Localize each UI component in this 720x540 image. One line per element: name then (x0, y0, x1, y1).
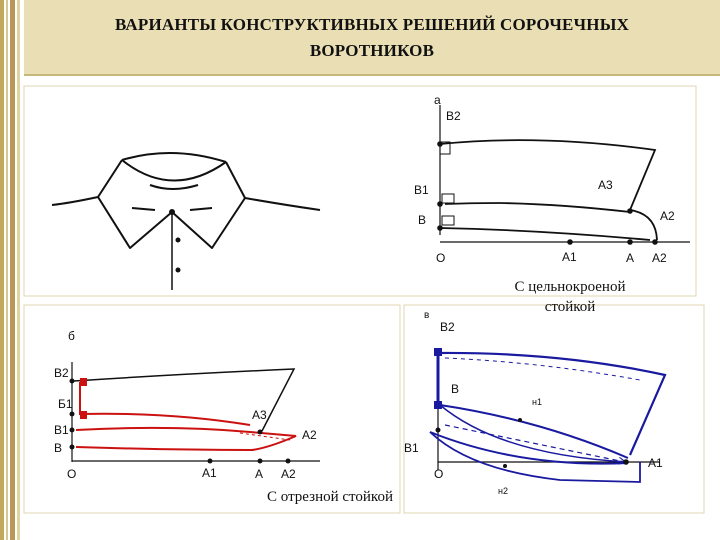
point-b1 (436, 428, 441, 433)
point-b2 (70, 379, 75, 384)
label-b2: В2 (440, 320, 455, 334)
label-b2: В2 (446, 109, 461, 123)
point-n2 (503, 464, 507, 468)
label-b1: В1 (404, 441, 419, 455)
point-a (258, 459, 263, 464)
label-a1: А1 (202, 466, 217, 480)
label-a3: А3 (252, 408, 267, 422)
point-a (627, 239, 633, 245)
label-o: О (434, 467, 444, 481)
title-line-1: ВАРИАНТЫ КОНСТРУКТИВНЫХ РЕШЕНИЙ СОРОЧЕЧНЫХ (114, 15, 630, 34)
point-b1 (70, 428, 75, 433)
point-a1 (623, 459, 629, 465)
label-b: В (451, 382, 460, 396)
label-b1: В1 (54, 423, 69, 437)
point-n1 (518, 418, 522, 422)
title-line-2: ВОРОТНИКОВ (309, 41, 435, 60)
point-a3 (627, 208, 633, 214)
point-a3 (258, 430, 263, 435)
b-square-b1 (80, 411, 87, 419)
label-b: В (418, 213, 427, 227)
point-a2 (286, 459, 291, 464)
label-a: А (626, 251, 635, 265)
button-dot (176, 238, 181, 243)
top-image-frame (24, 86, 696, 296)
label-b1-upper: Б1 (58, 397, 73, 411)
caption-bottom: С отрезной стойкой (267, 489, 393, 505)
label-a3: А3 (598, 178, 613, 192)
c-square-b2 (434, 348, 442, 356)
label-panel-b: б (68, 329, 75, 343)
point-a1 (567, 239, 573, 245)
point-a2 (652, 239, 658, 245)
button-dot (169, 209, 175, 215)
label-panel-a: а (434, 93, 441, 107)
label-a1: А1 (562, 250, 577, 264)
label-a2-bottom: А2 (281, 467, 296, 481)
c-square-b (434, 401, 442, 409)
label-a2-bottom: А2 (652, 251, 667, 265)
label-a1: А1 (648, 456, 663, 470)
label-a2-side: А2 (660, 209, 675, 223)
label-b2: В2 (54, 366, 69, 380)
label-o: О (436, 251, 446, 265)
point-b1-upper (70, 412, 75, 417)
label-b: В (54, 441, 63, 455)
point-b (437, 225, 443, 231)
point-b (70, 445, 75, 450)
label-b1: В1 (414, 183, 429, 197)
point-b2 (437, 141, 443, 147)
point-a1 (208, 459, 213, 464)
label-a2-side: А2 (302, 428, 317, 442)
label-o: О (67, 467, 77, 481)
label-a: А (255, 467, 264, 481)
button-dot (176, 268, 181, 273)
caption-top-line1: С цельнокроеной (514, 279, 626, 295)
label-n1: н1 (532, 397, 542, 407)
point-b1 (437, 201, 443, 207)
caption-top-line2: стойкой (544, 299, 596, 315)
label-panel-c: в (424, 310, 430, 321)
b-square-b2 (80, 378, 87, 386)
bottom-right-frame (404, 305, 704, 513)
label-n2: н2 (498, 486, 508, 496)
